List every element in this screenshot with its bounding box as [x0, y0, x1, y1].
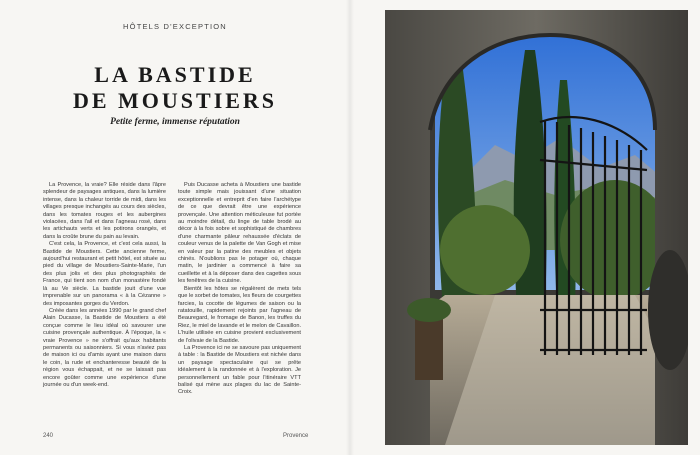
- paragraph: Puis Ducasse acheta à Moustiers une bastide toute simple mais jouissant d'une situation exceptionnelle et entreprit d'en faire l'archétype de ce que devrait être une expérience provençale. Une attention méticuleuse fut portée au moindre détail, du linge de table brodé au décor à la fois sobre et sophistiqué de chambres d'une charmante pâleur rehaussée d'éclats de couleur venus de la palette de Van Gogh et mise en valeur par la patine des meubles et objets chinés. N'oublions pas le potager où, chaque matin, le jardinier a commencé à faire sa cueillette et à la déposer dans des cagettes sous les fenêtres de la cuisine.: [178, 182, 301, 285]
- page-gutter: [346, 0, 354, 455]
- subtitle: Petite ferme, immense réputation: [110, 117, 240, 127]
- text-column-right: [178, 182, 301, 397]
- section-label: HÔTELS D'EXCEPTION: [123, 22, 227, 31]
- page-title: [40, 62, 310, 114]
- title-line-2: DE MOUSTIERS: [72, 88, 278, 113]
- paragraph: La Provence, la vraie? Elle réside dans l'âpre splendeur de paysages antiques, dans la lumière intense, dans la chaleur torride de midi, dans les villages presque inchangés au cours des siècles, dans les tomates rouges et les aubergines violacées, dans l'ail et dans l'agneau rosé, dans les artichauts verts et les potirons orangés, et dans la croûte brune du pain au levain.: [43, 182, 166, 240]
- running-footer: Provence: [283, 433, 309, 439]
- photo-illustration: [385, 10, 688, 445]
- title-line-1: LA BASTIDE: [94, 62, 256, 87]
- paragraph: La Provence ici ne se savoure pas uniquement à table : la Bastide de Moustiers est nichée dans un paysage spectaculaire qui se prête idéalement à la randonnée et à l'exploration. Je personnellement un fable pour l'itinéraire VTT balisé qui mène aux plages du lac de Sainte-Croix.: [178, 344, 301, 396]
- garden-gate-photo: [385, 10, 688, 445]
- paragraph: C'est cela, la Provence, et c'est cela aussi, la Bastide de Moustiers. Cette ancienne ferme, aujourd'hui restaurant et petit hôtel, est située au pied du village de Moustiers-Sainte-Marie, l'un des plus jolis et des plus photographiés de France, qui tient son nom d'un monastère fondé là au Ve siècle. La bastide jouit d'une vue imprenable sur un panorama « à la Cézanne » des imposantes gorges du Verdon.: [43, 241, 166, 307]
- text-column-left: [43, 182, 166, 389]
- page-number: 240: [43, 433, 54, 439]
- paragraph: Bientôt les hôtes se régalèrent de mets tels que le sorbet de tomates, les fleurs de courgettes farcies, la cocotte de légumes de saison ou la ratatouille, rapidement rejoints par l'agneau de Beauregard, le fromage de Banon, les truffes du Riez, le miel de lavande et le melon de Cavaillon. L'huile utilisée en cuisine provient exclusivement de l'olivaie de la Bastide.: [178, 285, 301, 344]
- paragraph: Créée dans les années 1990 par le grand chef Alain Ducasse, la Bastide de Moustiers a été conçue comme le lieu idéal où savourer une cuisine provençale authentique. À l'époque, la « vraie Provence » ne s'offrait qu'aux habitants permanents ou saisonniers. Si vous n'aviez pas de maison ici ou d'amis ayant une maison dans le coin, la rude et enchanteresse beauté de la région vous échappait, et ne se laissait pas encore goûter comme une expérience d'une journée ou d'un week-end.: [43, 307, 166, 388]
